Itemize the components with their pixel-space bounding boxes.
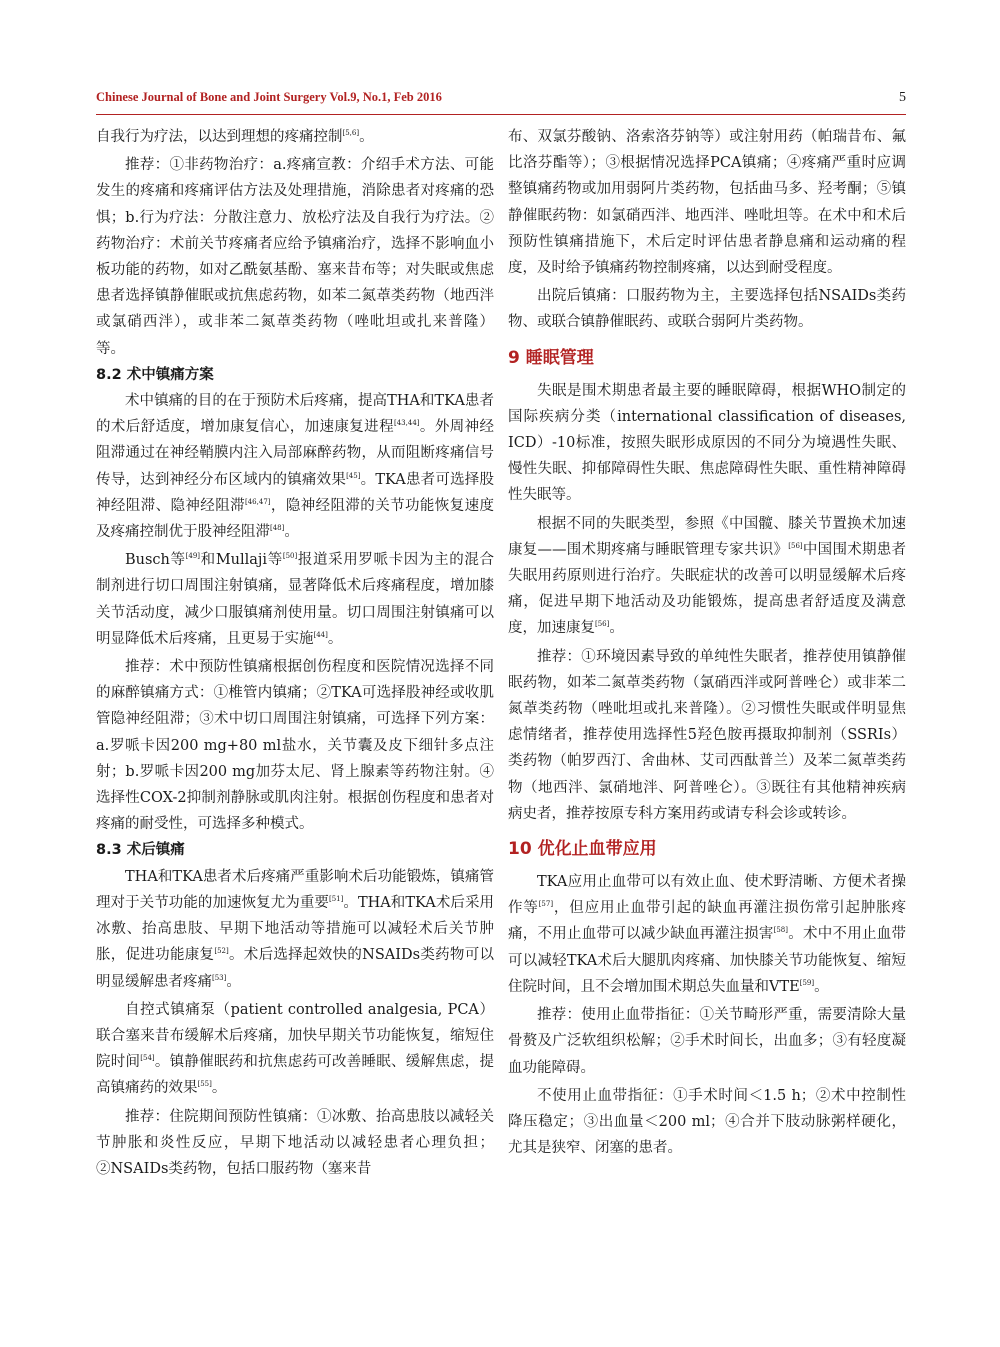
paragraph: TKA应用止血带可以有效止血、使术野清晰、方便术者操作等[57]，但应用止血带引起的缺血再灌注损伤常引起肿胀疼痛，不用止血带可以减少缺血再灌注损害[58]。术中不用止血带可以减轻TKA术后大腿肌肉疼痛、加快膝关节功能恢复、缩短住院时间，且不会增加围术期总失血量和VTE[59]。 bbox=[508, 874, 907, 995]
paragraph: 出院后镇痛：口服药物为主，主要选择包括NSAIDs类药物、或联合镇静催眠药、或联合弱阿片类药物。 bbox=[508, 288, 906, 331]
paragraph: 术中镇痛的目的在于预防术后疼痛，提高THA和TKA患者的术后舒适度，增加康复信心，加速康复进程[43,44]。外周神经阻滞通过在神经鞘膜内注入局部麻醉药物，从而阻断疼痛信号传导，达到神经分布区域内的镇痛效果[45]。TKA患者可选择股神经阻滞、隐神经阻滞[46,47]，隐神经阻滞的关节功能恢复速度及疼痛控制优于股神经阻滞[48]。 bbox=[96, 393, 495, 541]
citation: [45] bbox=[346, 471, 361, 480]
paragraph: 推荐：住院期间预防性镇痛：①冰敷、抬高患肢以减轻关节肿胀和炎性反应，早期下地活动以减轻患者心理负担；②NSAIDs类药物，包括口服药物（塞来昔 bbox=[96, 1108, 494, 1177]
paragraph: THA和TKA患者术后疼痛严重影响术后功能锻炼，镇痛管理对于关节功能的加速恢复尤为重要[51]。THA和TKA术后采用冰敷、抬高患肢、早期下地活动等措施可以减轻术后关节肿胀，促进功能康复[52]。术后选择起效快的NSAIDs类药物可以明显缓解患者疼痛[53]。 bbox=[96, 868, 494, 990]
citation: [52] bbox=[214, 947, 229, 956]
citation: [55] bbox=[197, 1080, 212, 1089]
page-number: 5 bbox=[899, 90, 906, 105]
header-rule bbox=[96, 114, 906, 115]
citation: [59] bbox=[799, 978, 815, 987]
paragraph: 布、双氯芬酸钠、洛索洛芬钠等）或注射用药（帕瑞昔布、氟比洛芬酯等）；③根据情况选择PCA镇痛；④疼痛严重时应调整镇痛药物或加用弱阿片类药物，包括曲马多、羟考酮；⑤镇静催眠药物：如氯硝西泮、地西泮、唑吡坦等。在术中和术后预防性镇痛措施下，术后定时评估患者静息痛和运动痛的程度，及时给予镇痛药物控制疼痛，以达到耐受程度。 bbox=[508, 129, 906, 277]
paragraph: 推荐：使用止血带指征：①关节畸形严重，需要清除大量骨赘及广泛软组织松解；②手术时间长，出血多；③有轻度凝血功能障碍。 bbox=[508, 1007, 906, 1076]
citation: [44] bbox=[313, 630, 328, 639]
citation: [50] bbox=[282, 552, 298, 561]
paragraph: 推荐：①非药物治疗：a.疼痛宣教：介绍手术方法、可能发生的疼痛和疼痛评估方法及处理措施，消除患者对疼痛的恐惧；b.行为疗法：分散注意力、放松疗法及自我行为疗法。②药物治疗：术前关节疼痛者应给予镇痛治疗，选择不影响血小板功能的药物，如对乙酰氨基酚、塞来昔布等；对失眠或焦虑患者选择镇静催眠或抗焦虑药物，如苯二氮䓬类药物（地西泮或氯硝西泮），或非苯二氮䓬类药物（唑吡坦或扎来普隆）等。 bbox=[96, 157, 494, 357]
section-heading-10: 10 优化止血带应用 bbox=[508, 839, 657, 860]
paragraph: 自我行为疗法，以达到理想的疼痛控制[5,6]。 bbox=[96, 129, 374, 145]
section-heading-8-3: 8.3 术后镇痛 bbox=[96, 842, 185, 859]
paragraph: 失眠是围术期患者最主要的睡眠障碍，根据WHO制定的国际疾病分类（international classification of diseases, ICD）-10标准，按照失眠形成原因的不同分为境遇性失眠、慢性失眠、抑郁障碍性失眠、焦虑障碍性失眠、重性精神障碍性失眠等。 bbox=[508, 382, 906, 504]
section-heading-9: 9 睡眠管理 bbox=[508, 347, 594, 368]
citation: [57] bbox=[538, 900, 554, 909]
citation: [58] bbox=[773, 926, 788, 935]
citation: [46,47] bbox=[245, 497, 271, 506]
citation: [56] bbox=[788, 541, 803, 550]
paragraph: Busch等[49]和Mullaji等[50]报道采用罗哌卡因为主的混合制剂进行切口周围注射镇痛，显著降低术后疼痛程度，增加膝关节活动度，减少口服镇痛剂使用量。切口周围注射镇痛可以明显降低术后疼痛，且更易于实施[44]。 bbox=[96, 552, 494, 647]
citation: [51] bbox=[328, 894, 344, 903]
citation: [53] bbox=[212, 973, 227, 982]
citation: [56] bbox=[595, 620, 610, 629]
citation: [5,6] bbox=[342, 129, 360, 137]
page-header bbox=[96, 90, 906, 112]
paragraph: 自控式镇痛泵（patient controlled analgesia, PCA）联合塞来昔布缓解术后疼痛，加快早期关节功能恢复，缩短住院时间[54]。镇静催眠药和抗焦虑药可改善睡眠、缓解焦虑，提高镇痛药的效果[55]。 bbox=[96, 1001, 494, 1097]
paragraph: 推荐：①环境因素导致的单纯性失眠者，推荐使用镇静催眠药物，如苯二氮䓬类药物（氯硝西泮或阿普唑仑）或非苯二氮䓬类药物（唑吡坦或扎来普隆）。②习惯性失眠或伴明显焦虑情绪者，推荐使用选择性5羟色胺再摄取抑制剂（SSRIs）类药物（帕罗西汀、舍曲林、艾司西酞普兰）及苯二氮䓬类药物（地西泮、氯硝地泮、阿普唑仑）。③既往有其他精神疾病病史者，推荐按原专科方案用药或请专科会诊或转诊。 bbox=[508, 648, 906, 822]
citation: [48] bbox=[270, 524, 285, 533]
citation: [43,44] bbox=[394, 419, 420, 428]
right-column bbox=[508, 124, 906, 1161]
paragraph: 根据不同的失眠类型，参照《中国髋、膝关节置换术加速康复——围术期疼痛与睡眠管理专家共识》[56]中国围术期患者失眠用药原则进行治疗。失眠症状的改善可以明显缓解术后疼痛，促进早期下地活动及功能锻炼，提高患者舒适度及满意度，加速康复[56]。 bbox=[508, 515, 907, 637]
paragraph: 推荐：术中预防性镇痛根据创伤程度和医院情况选择不同的麻醉镇痛方式：①椎管内镇痛；②TKA可选择股神经或收肌管隐神经阻滞；③术中切口周围注射镇痛，可选择下列方案：a.罗哌卡因200 mg+80 ml盐水，关节囊及皮下细针多点注射；b.罗哌卡因200 mg加芬太尼、肾上腺素等药物注射。④选择性COX-2抑制剂静脉或肌肉注射。根据创伤程度和患者对疼痛的耐受性，可选择多种模式。 bbox=[96, 659, 494, 833]
journal-title: Chinese Journal of Bone and Joint Surgery Vol.9, No.1, Feb 2016 bbox=[96, 90, 442, 104]
citation: [49] bbox=[185, 552, 201, 561]
section-heading-8-2: 8.2 术中镇痛方案 bbox=[96, 366, 214, 383]
left-column bbox=[96, 124, 494, 1182]
paragraph: 不使用止血带指征：①手术时间＜1.5 h；②术中控制性降压稳定；③出血量＜200 ml；④合并下肢动脉粥样硬化，尤其是狭窄、闭塞的患者。 bbox=[508, 1087, 906, 1157]
citation: [54] bbox=[140, 1054, 155, 1063]
